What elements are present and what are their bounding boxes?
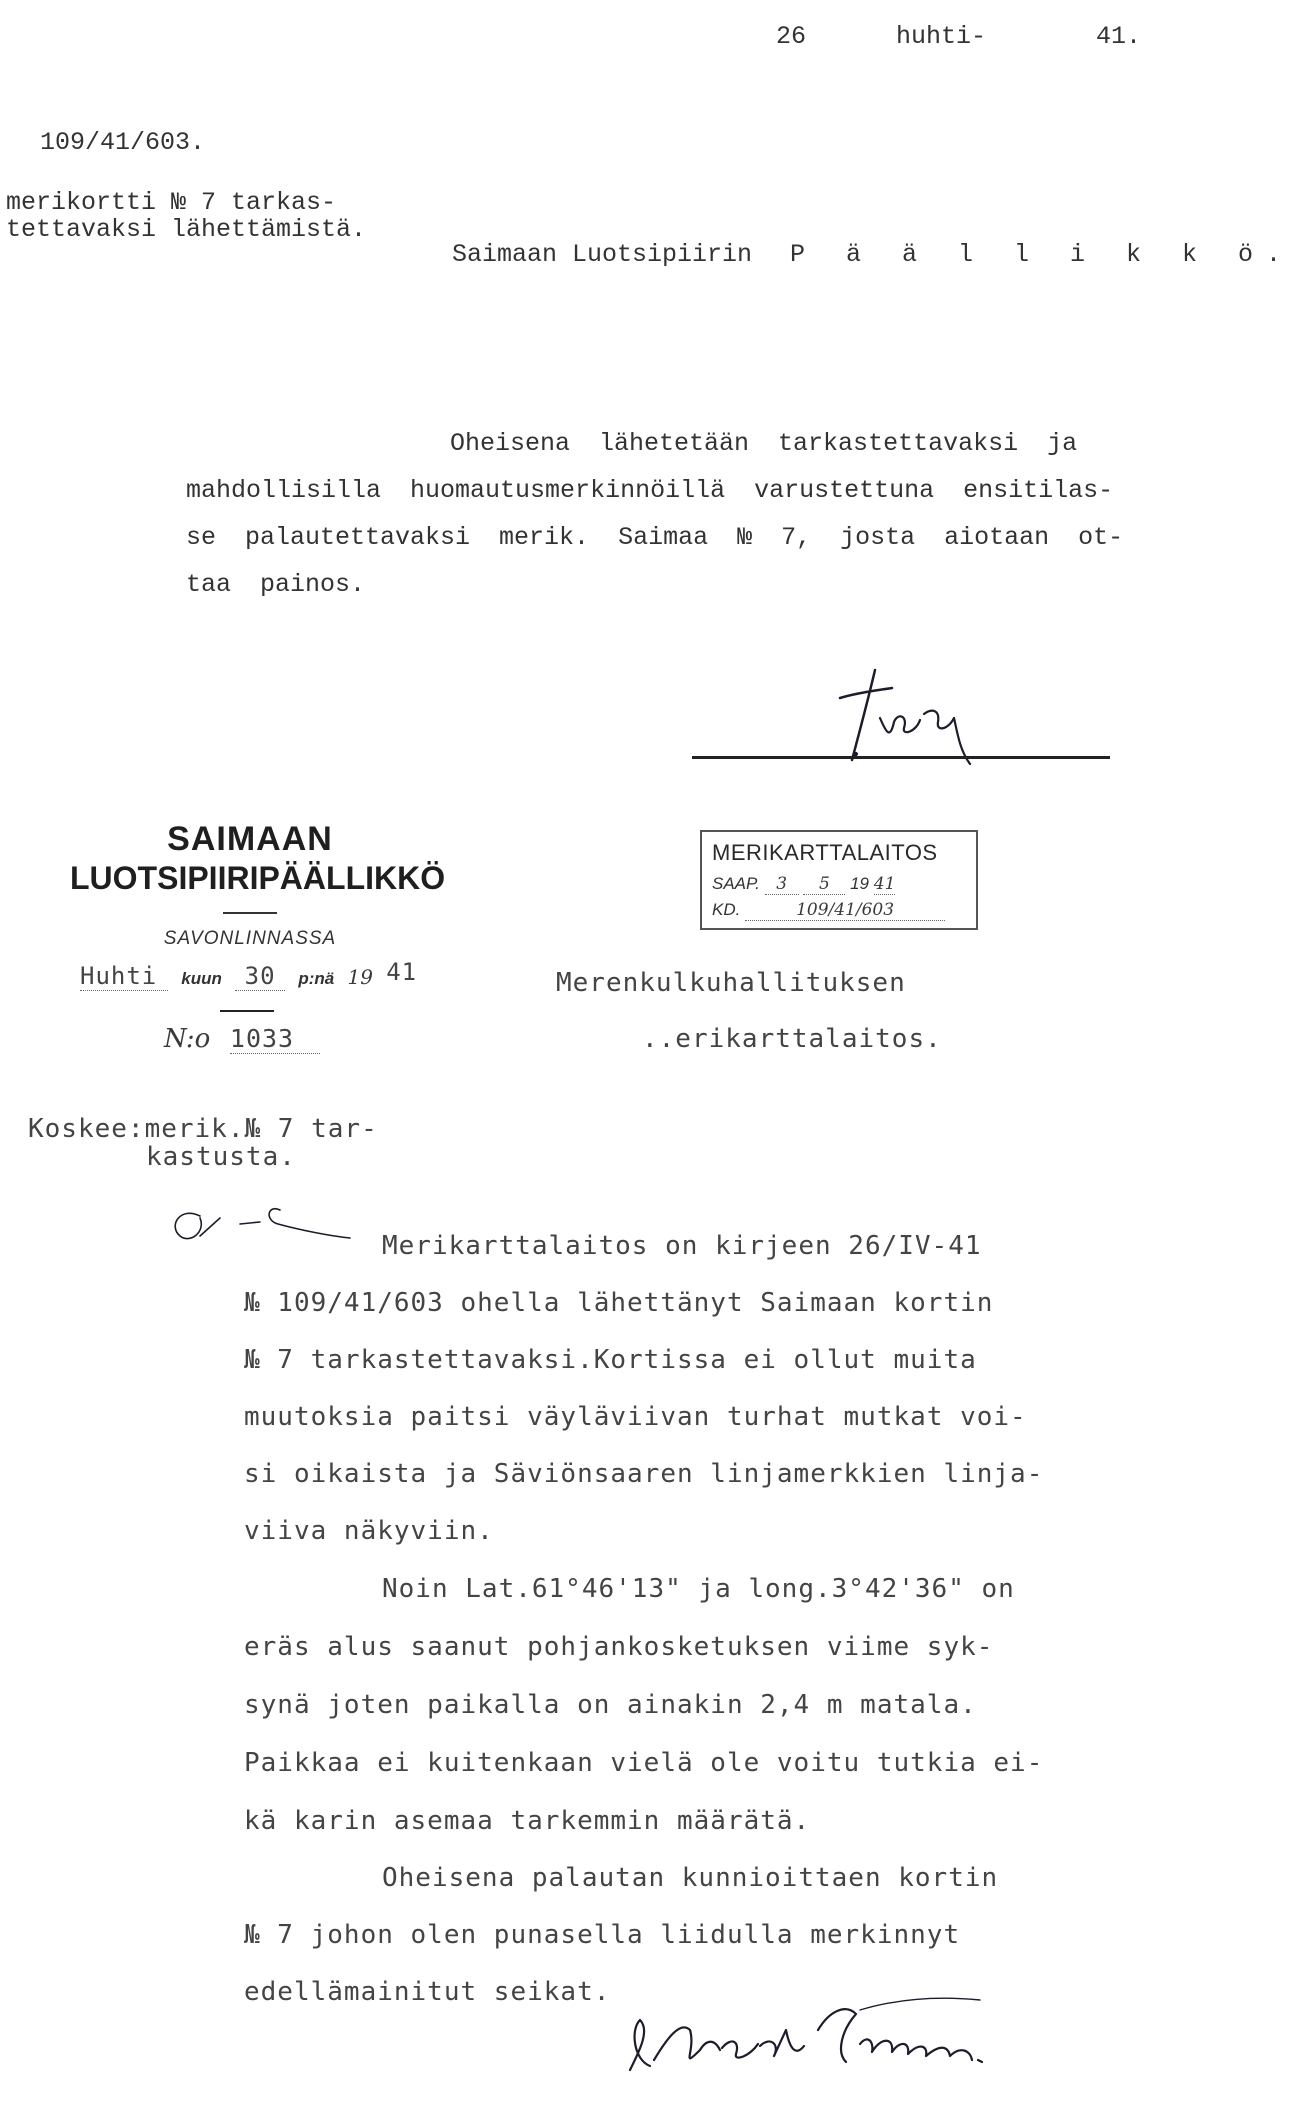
no-label: N:o <box>164 1024 211 1054</box>
saap-year: 41 <box>873 874 896 894</box>
reply-body <box>244 1218 1043 2021</box>
reply-line: viiva näkyviin. <box>244 1516 494 1546</box>
reply-line: Noin Lat.61°46'13" ja long.3°42'36" on <box>382 1574 1015 1604</box>
received-stamp <box>700 830 978 930</box>
saap-month: 5 <box>803 874 845 895</box>
org-line-2: LUOTSIPIIRIPÄÄLLIKKÖ <box>70 860 446 896</box>
saap-label: SAAP. <box>712 874 760 893</box>
letter1-line: se palautettavaksi merik. Saimaa № 7, josta aiotaan ot- <box>186 523 1124 552</box>
reply-line: № 7 johon olen punasella liidulla merkinnyt <box>244 1920 961 1950</box>
reply-year: 41 <box>386 958 418 986</box>
reply-line: eräs alus saanut pohjankosketuksen viime syk- <box>244 1632 994 1662</box>
stamp-saap-row <box>712 874 895 895</box>
reply-signature-text <box>640 2060 653 2061</box>
recipient-title: P ä ä l l i k k ö. <box>790 240 1294 269</box>
saap-day: 3 <box>765 874 799 895</box>
date-year: 41. <box>1096 22 1142 51</box>
letterhead-divider <box>223 912 277 914</box>
reply-recipient-line-2: ..erikarttalaitos. <box>642 1024 942 1054</box>
reply-line: Oheisena palautan kunnioittaen kortin <box>382 1863 999 1893</box>
reply-signature <box>610 1990 1060 2090</box>
reply-line: edellämainitut seikat. <box>244 1977 611 2007</box>
reply-line: Merikarttalaitos on kirjeen 26/IV-41 <box>382 1231 982 1261</box>
kd-label: KD. <box>712 900 741 919</box>
reply-line: № 109/41/603 ohella lähettänyt Saimaan kortin <box>244 1288 994 1318</box>
reply-line: Paikkaa ei kuitenkaan vielä ole voitu tutkia ei- <box>244 1748 1044 1778</box>
date-day: 26 <box>776 22 807 51</box>
subject-line-1: merikortti № 7 tarkas- <box>6 188 337 217</box>
reference-number: 109/41/603. <box>40 128 206 157</box>
stamp-kd-row <box>712 900 945 921</box>
reply-day: 30 <box>235 962 285 991</box>
reply-line: kä karin asemaa tarkemmin määrätä. <box>244 1806 811 1836</box>
reply-line: si oikaista ja Säviönsaaren linjamerkkien linja- <box>244 1459 1044 1489</box>
letter1-line: taa painos. <box>186 570 366 599</box>
reply-line: muutoksia paitsi väyläviivan turhat mutkat voi- <box>244 1402 1027 1432</box>
pna-label: p:nä <box>298 969 335 988</box>
subject-line-2: tettavaksi lähettämistä. <box>6 215 367 244</box>
reply-subject-line-1: Koskee:merik.№ 7 tar- <box>28 1114 378 1144</box>
recipient: Saimaan Luotsipiirin <box>452 240 753 269</box>
letter1-line: Oheisena lähetetään tarkastettavaksi ja <box>450 429 1078 458</box>
stamp-title: MERIKARTTALAITOS <box>712 840 938 865</box>
signature-rule <box>692 756 1110 759</box>
reply-number-line <box>164 1024 320 1054</box>
reply-month: Huhti <box>80 962 168 991</box>
letter1-signature-text <box>830 750 834 751</box>
reply-letterhead <box>70 820 446 950</box>
date-divider <box>220 1010 274 1012</box>
place: SAVONLINNASSA <box>163 928 337 949</box>
reply-date-line <box>80 958 418 991</box>
reply-number: 1033 <box>230 1024 320 1054</box>
reply-subject-line-2: kastusta. <box>146 1142 296 1172</box>
reply-line: synä joten paikalla on ainakin 2,4 m matala. <box>244 1690 977 1720</box>
org-line-1: SAIMAAN <box>167 820 333 858</box>
date-month: huhti- <box>896 22 987 51</box>
letter1-signature <box>820 660 990 770</box>
kd-value: 109/41/603 <box>745 900 945 921</box>
reply-line: № 7 tarkastettavaksi.Kortissa ei ollut muita <box>244 1345 977 1375</box>
saap-year-prefix: 19 <box>850 874 870 893</box>
year-prefix: 19 <box>347 965 373 989</box>
letter1-line: mahdollisilla huomautusmerkinnöillä varustettuna ensitilas- <box>186 476 1114 505</box>
kuun-label: kuun <box>181 969 222 988</box>
letter1-body <box>186 420 1123 608</box>
reply-recipient-line-1: Merenkulkuhallituksen <box>556 968 906 998</box>
